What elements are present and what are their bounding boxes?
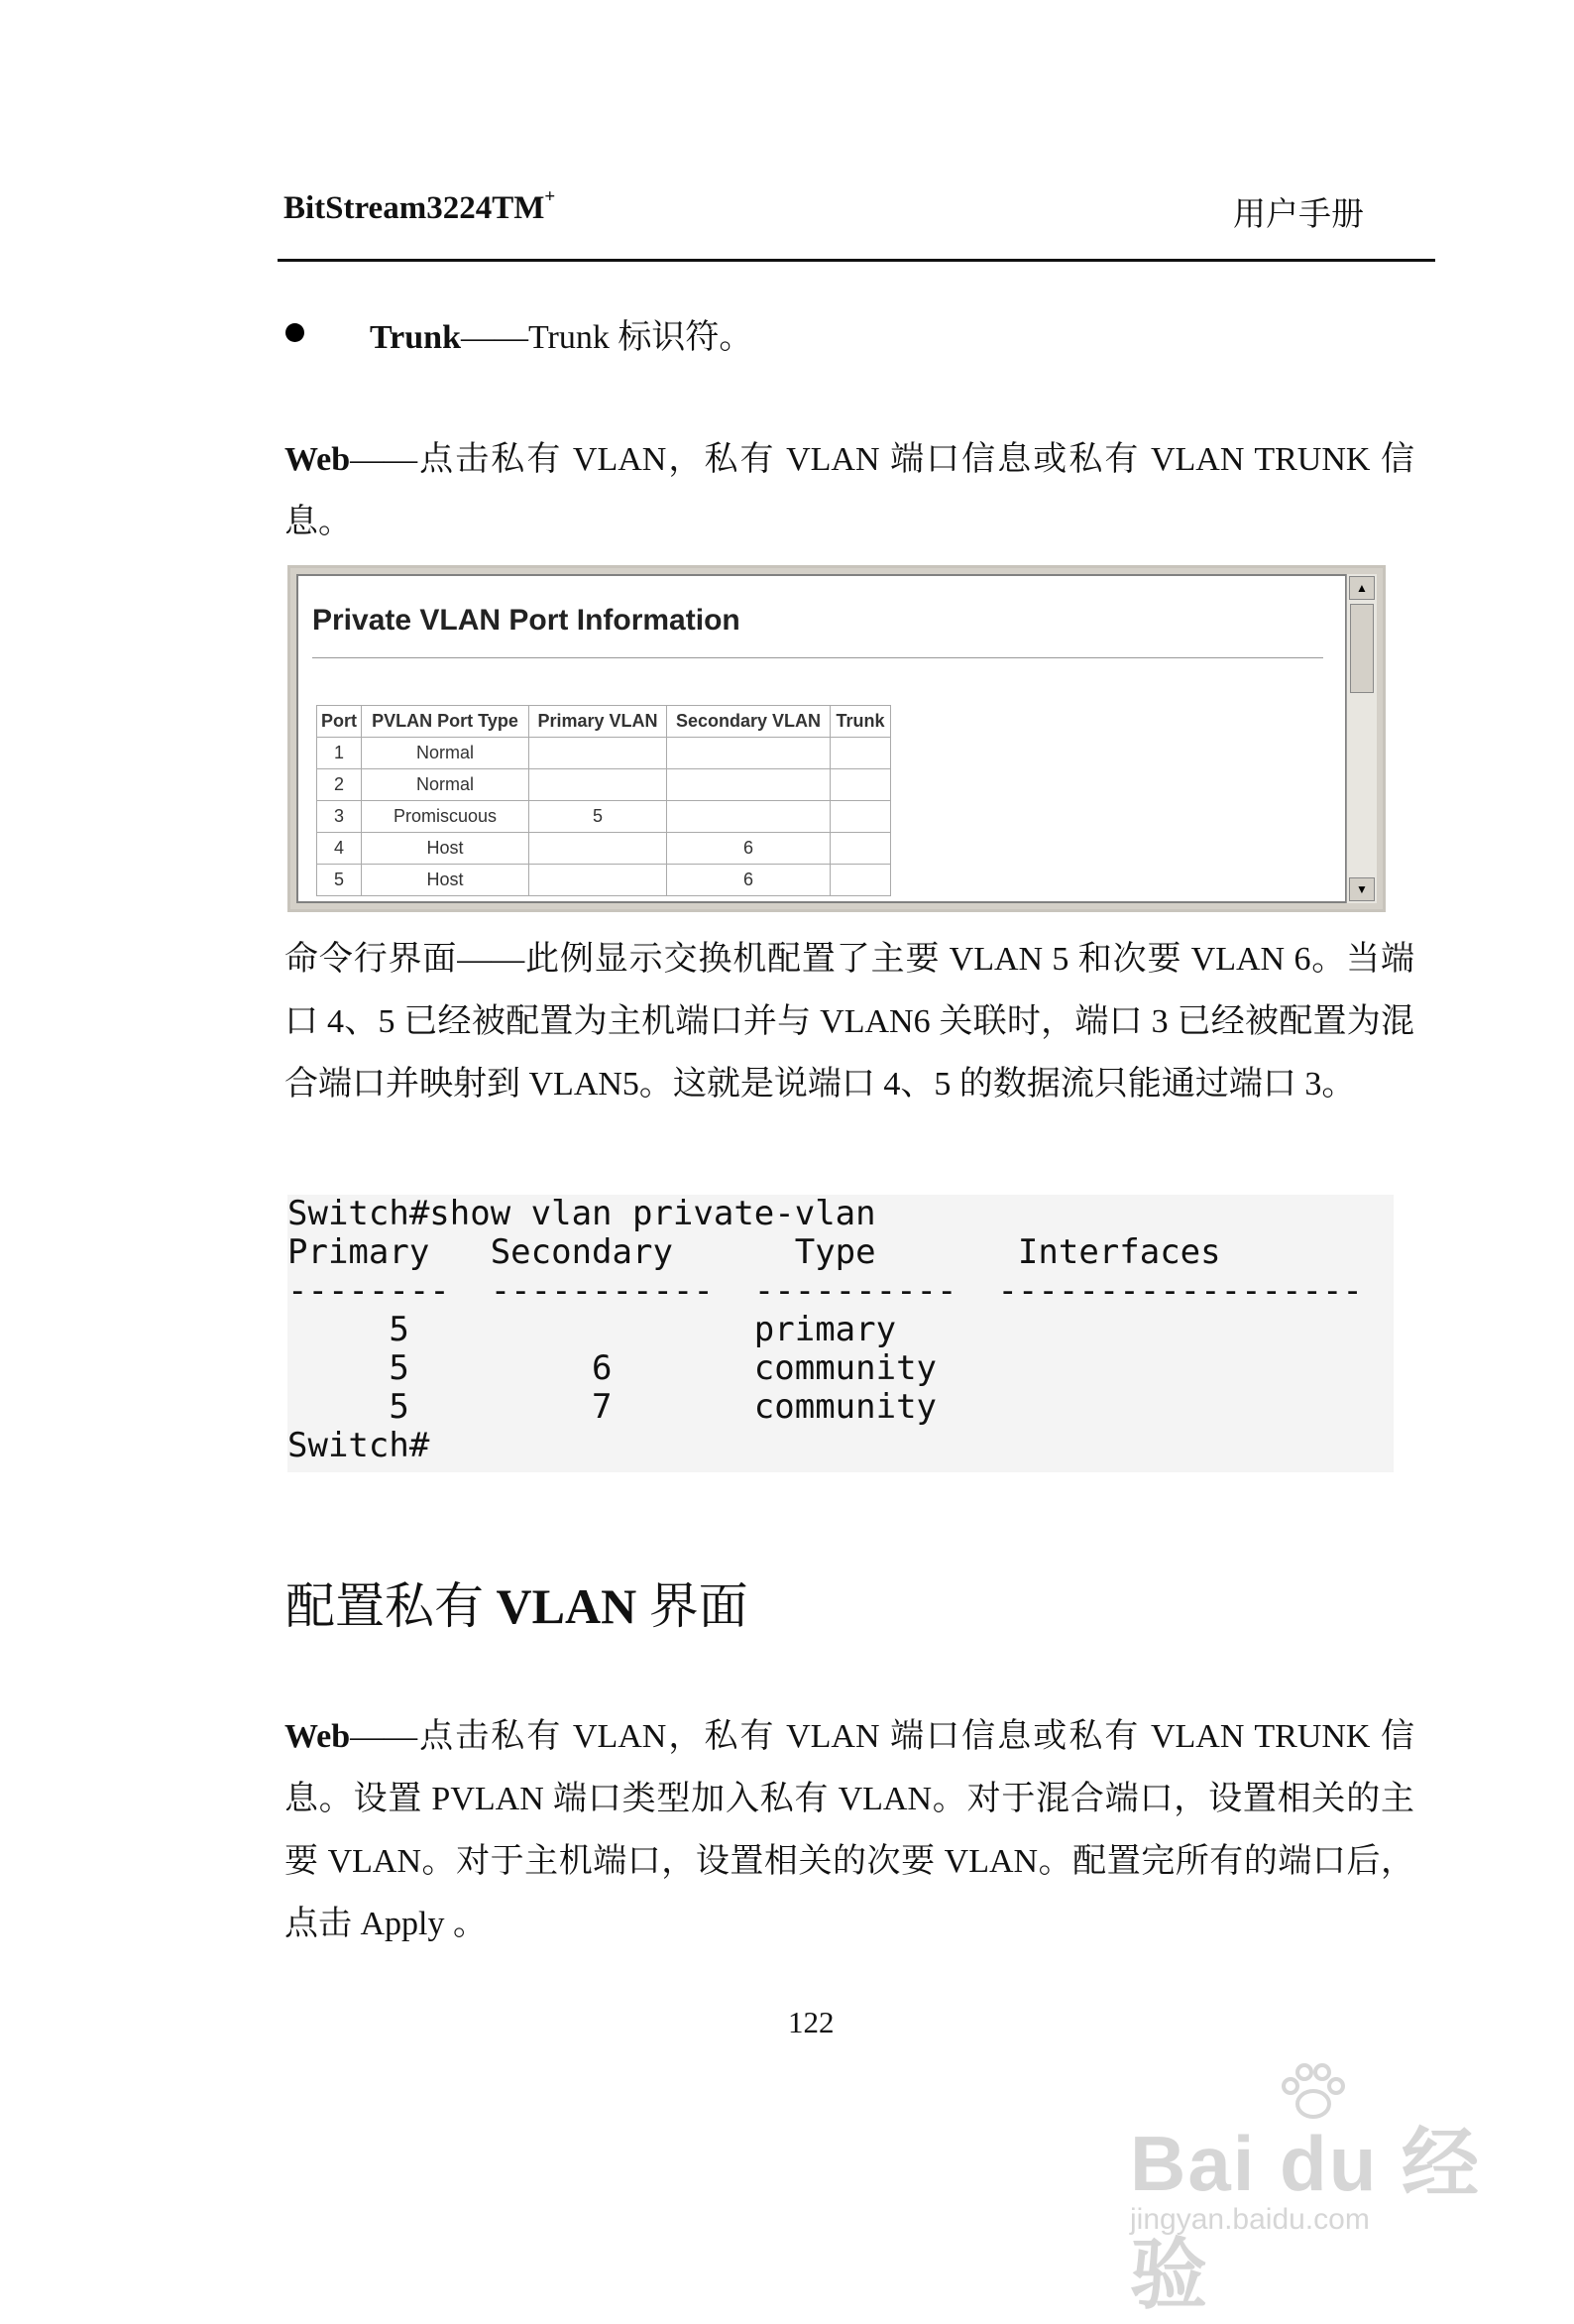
cell-type: Promiscuous — [362, 801, 529, 833]
scroll-down-icon[interactable]: ▼ — [1349, 877, 1375, 901]
cell-secondary: 6 — [667, 865, 831, 896]
cli-line: -------- ----------- ---------- ------------------ — [287, 1271, 1363, 1311]
bullet-desc: ——Trunk 标识符。 — [460, 319, 753, 356]
cli-line: 5 primary — [287, 1310, 897, 1349]
page-header — [280, 188, 1433, 260]
table-row — [317, 738, 891, 769]
cli-output-block — [287, 1195, 1394, 1472]
col-secondary-vlan: Secondary VLAN — [667, 706, 831, 738]
bullet-term: Trunk — [370, 319, 461, 356]
scroll-thumb[interactable] — [1350, 604, 1374, 693]
col-primary-vlan: Primary VLAN — [529, 706, 667, 738]
cell-trunk — [831, 833, 891, 865]
web-text: ——点击私有 VLAN，私有 VLAN 端口信息或私有 VLAN TRUNK 信息。设置 PVLAN 端口类型加入私有 VLAN。对于混合端口，设置相关的主要 VLAN。对于主机端口，设置相关的次要 VLAN。配置完所有的端口后，点击 Apply 。 — [284, 1718, 1414, 1942]
screenshot-divider — [312, 657, 1323, 658]
cell-trunk — [831, 865, 891, 896]
section-heading: 配置私有 VLAN 界面 — [285, 1578, 748, 1634]
cell-secondary — [667, 801, 831, 833]
cli-description-paragraph: 命令行界面——此例显示交换机配置了主要 VLAN 5 和次要 VLAN 6。当端口 4、5 已经被配置为主机端口并与 VLAN6 关联时，端口 3 已经被配置为混合端口并映射到 VLAN5。这就是说端口 4、5 的数据流只能通过端口 3。 — [284, 941, 1414, 1103]
table-row — [317, 865, 891, 896]
scroll-up-icon[interactable]: ▲ — [1349, 576, 1375, 600]
cli-line: 5 6 community — [287, 1348, 938, 1388]
col-trunk: Trunk — [831, 706, 891, 738]
cell-trunk — [831, 769, 891, 801]
cli-line: Switch# — [287, 1426, 430, 1465]
page-number: 122 — [788, 2005, 835, 2039]
cell-port: 1 — [317, 738, 362, 769]
product-name: BitStream3224TM+ — [283, 186, 556, 226]
cell-type: Host — [362, 865, 529, 896]
cell-type: Host — [362, 833, 529, 865]
table-header-row — [317, 706, 891, 738]
cell-primary — [529, 738, 667, 769]
header-rule — [278, 259, 1435, 262]
manual-title: 用户手册 — [1233, 197, 1364, 233]
cli-line: Switch#show vlan private-vlan — [287, 1194, 876, 1233]
cli-output — [287, 1195, 1363, 1465]
cell-secondary — [667, 738, 831, 769]
table-row — [317, 833, 891, 865]
pvlan-port-info-screenshot — [287, 565, 1386, 912]
cli-line: Primary Secondary Type Interfaces — [287, 1232, 1221, 1272]
cell-secondary — [667, 769, 831, 801]
cell-trunk — [831, 801, 891, 833]
cell-port: 5 — [317, 865, 362, 896]
web-lead: Web — [284, 1718, 351, 1755]
cell-primary: 5 — [529, 801, 667, 833]
cell-port: 2 — [317, 769, 362, 801]
vertical-scrollbar[interactable] — [1346, 574, 1377, 903]
table-row — [317, 769, 891, 801]
cell-type: Normal — [362, 769, 529, 801]
screenshot-window — [296, 574, 1347, 903]
cell-secondary: 6 — [667, 833, 831, 865]
cell-trunk — [831, 738, 891, 769]
cell-primary — [529, 769, 667, 801]
col-port: Port — [317, 706, 362, 738]
cell-port: 3 — [317, 801, 362, 833]
baidu-watermark — [1130, 2062, 1487, 2318]
cli-line: 5 7 community — [287, 1387, 938, 1427]
web-lead: Web — [284, 441, 351, 478]
web-paragraph-1 — [284, 428, 1414, 553]
col-pvlan-type: PVLAN Port Type — [362, 706, 529, 738]
pvlan-port-table — [316, 705, 891, 896]
web-paragraph-2 — [284, 1705, 1414, 1955]
screenshot-title: Private VLAN Port Information — [312, 604, 740, 637]
cell-port: 4 — [317, 833, 362, 865]
bullet-icon — [285, 323, 304, 342]
cell-type: Normal — [362, 738, 529, 769]
cell-primary — [529, 865, 667, 896]
web-text: ——点击私有 VLAN，私有 VLAN 端口信息或私有 VLAN TRUNK 信息。 — [284, 441, 1414, 540]
cell-primary — [529, 833, 667, 865]
watermark-logo: Bai du 经验 — [1130, 2120, 1482, 2318]
watermark-url: jingyan.baidu.com — [1130, 2203, 1370, 2236]
table-row — [317, 801, 891, 833]
